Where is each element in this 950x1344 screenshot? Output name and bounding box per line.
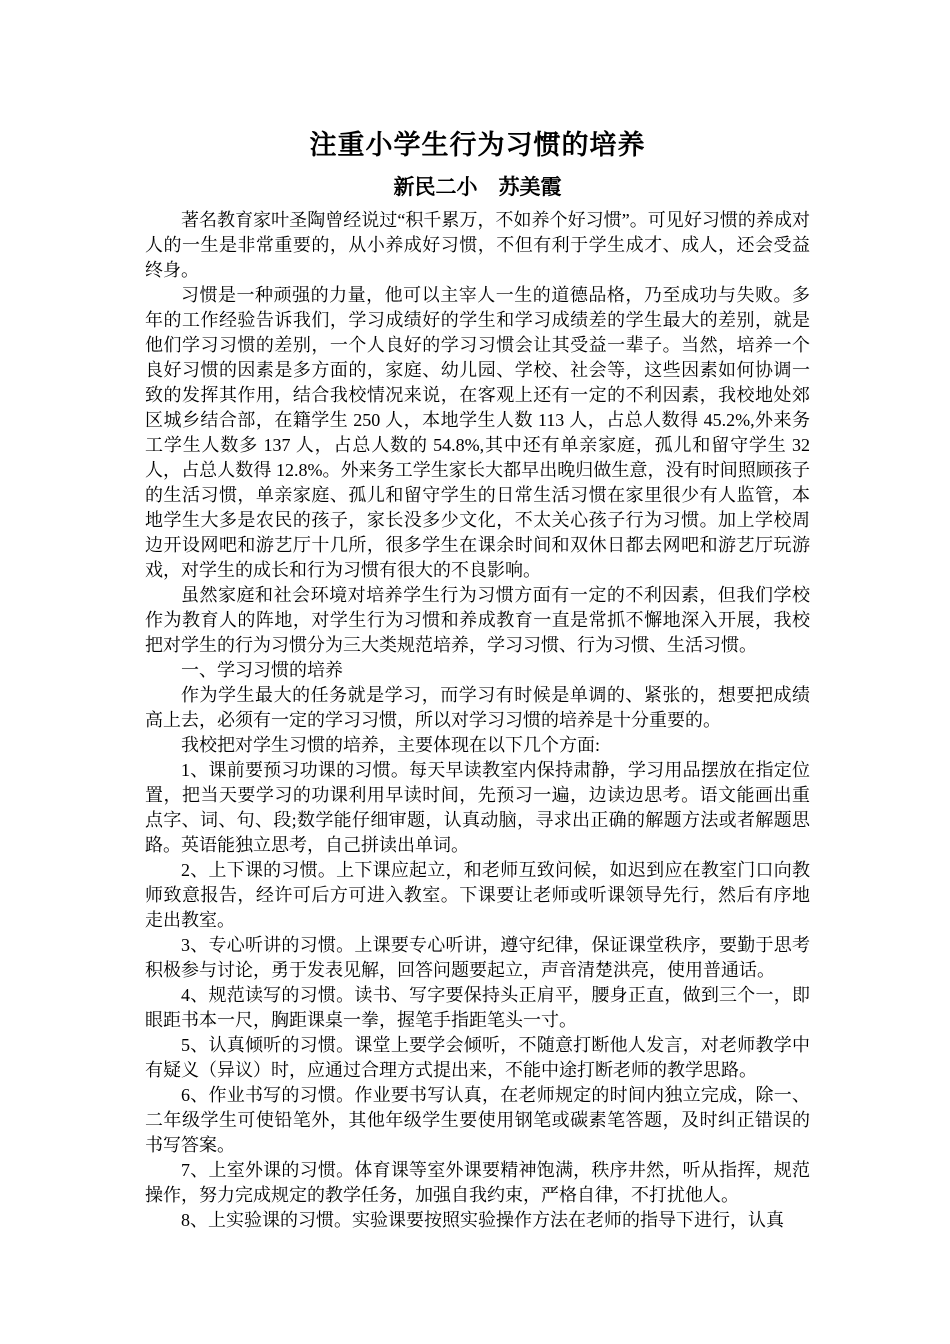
paragraph: 6、作业书写的习惯。作业要书写认真，在老师规定的时间内独立完成，除一、二年级学生可使铅笔外，其他年级学生要使用钢笔或碳素笔答题，及时纠正错误的书写答案。 xyxy=(145,1084,810,1155)
paragraph: 1、课前要预习功课的习惯。每天早读教室内保持肃静，学习用品摆放在指定位置，把当天要学习的功课利用早读时间，先预习一遍，边读边思考。语文能画出重点字、词、句、段;数学能仔细审题，认真动脑，寻求出正确的解题方法或者解题思路。英语能独立思考，自己拼读出单词。 xyxy=(145,759,810,855)
document-author: 新民二小 苏美霞 xyxy=(393,175,562,200)
section-heading: 一、学习习惯的培养 xyxy=(181,659,343,680)
paragraph: 虽然家庭和社会环境对培养学生行为习惯方面有一定的不利因素，但我们学校作为教育人的阵地，对学生行为习惯和养成教育一直是常抓不懈地深入开展，我校把对学生的行为习惯分为三大类规范培养，学习习惯、行为习惯、生活习惯。 xyxy=(145,584,810,655)
paragraph: 著名教育家叶圣陶曾经说过“积千累万，不如养个好习惯”。可见好习惯的养成对人的一生是非常重要的，从小养成好习惯，不但有利于学生成才、成人，还会受益终身。 xyxy=(145,209,810,280)
paragraph: 3、专心听讲的习惯。上课要专心听讲，遵守纪律，保证课堂秩序，要勤于思考积极参与讨论，勇于发表见解，回答问题要起立，声音清楚洪亮，使用普通话。 xyxy=(145,934,810,980)
paragraph: 5、认真倾听的习惯。课堂上要学会倾听，不随意打断他人发言，对老师教学中有疑义（异议）时，应通过合理方式提出来，不能中途打断老师的教学思路。 xyxy=(145,1034,810,1080)
paragraph: 8、上实验课的习惯。实验课要按照实验操作方法在老师的指导下进行，认真 xyxy=(181,1209,784,1230)
document-title: 注重小学生行为习惯的培养 xyxy=(309,130,646,160)
paragraph: 作为学生最大的任务就是学习，而学习有时候是单调的、紧张的，想要把成绩高上去，必须有一定的学习习惯，所以对学习习惯的培养是十分重要的。 xyxy=(145,684,810,730)
paragraph: 7、上室外课的习惯。体育课等室外课要精神饱满，秩序井然，听从指挥，规范操作，努力完成规定的教学任务，加强自我约束，严格自律，不打扰他人。 xyxy=(145,1159,810,1205)
paragraph: 我校把对学生习惯的培养，主要体现在以下几个方面: xyxy=(181,734,600,755)
paragraph: 2、上下课的习惯。上下课应起立，和老师互致问候，如迟到应在教室门口向教师致意报告，经许可后方可进入教室。下课要让老师或听课领导先行，然后有序地走出教室。 xyxy=(145,859,810,930)
paragraph: 习惯是一种顽强的力量，他可以主宰人一生的道德品格，乃至成功与失败。多年的工作经验告诉我们，学习成绩好的学生和学习成绩差的学生最大的差别，就是他们学习习惯的差别，一个人良好的学习习惯会让其受益一辈子。当然，培养一个良好习惯的因素是多方面的，家庭、幼儿园、学校、社会等，这些因素如何协调一致的发挥其作用，结合我校情况来说，在客观上还有一定的不利因素，我校地处郊区城乡结合部，在籍学生 250 人，本地学生人数 113 人，占总人数得 45.2%,外来务工学生人数多 137 人，占总人数的 54.8%,其中还有单亲家庭，孤儿和留守学生 32 人，占总人数得 12.8%。外来务工学生家长大都早出晚归做生意，没有时间照顾孩子的生活习惯，单亲家庭、孤儿和留守学生的日常生活习惯在家里很少有人监管，本地学生大多是农民的孩子，家长没多少文化，不太关心孩子行为习惯。加上学校周边开设网吧和游艺厅十几所，很多学生在课余时间和双休日都去网吧和游艺厅玩游戏，对学生的成长和行为习惯有很大的不良影响。 xyxy=(145,284,810,580)
paragraph: 4、规范读写的习惯。读书、写字要保持头正肩平，腰身正直，做到三个一，即眼距书本一尺，胸距课桌一拳，握笔手指距笔头一寸。 xyxy=(145,984,810,1030)
document-body xyxy=(145,208,810,1233)
